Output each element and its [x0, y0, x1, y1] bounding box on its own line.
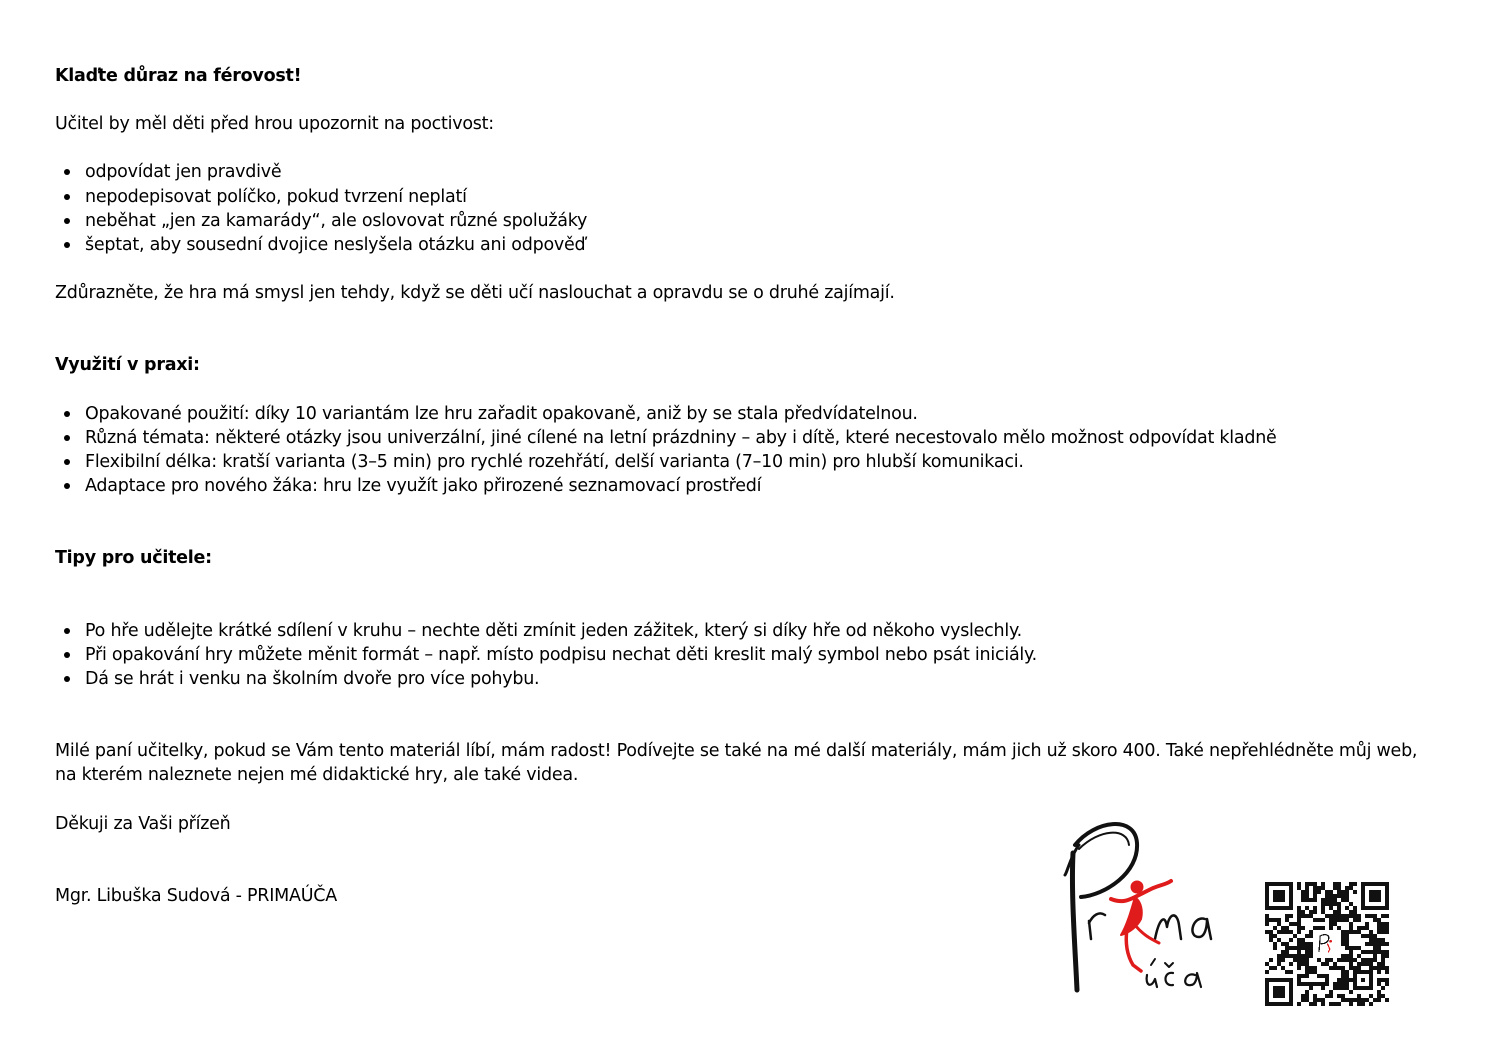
dancer-figure-icon	[1055, 815, 1225, 1000]
list-item: Dá se hrát i venku na školním dvoře pro více pohybu.	[85, 667, 1435, 691]
footer-message: Milé paní učitelky, pokud se Vám tento materiál líbí, mám radost! Podívejte se také na mé další materiály, mám jich už skoro 400. Také nepřehlédněte můj web, na kterém naleznete nejen mé didaktické hry, ale také videa.	[55, 741, 1418, 786]
footer-signature: Mgr. Libuška Sudová - PRIMAÚČA	[55, 885, 337, 906]
tips-list	[55, 619, 1435, 692]
list-item: Různá témata: některé otázky jsou univerzální, jiné cílené na letní prázdniny – aby i dítě, které necestovalo mělo možnost odpovídat kladně	[85, 426, 1435, 450]
list-item: odpovídat jen pravdivě	[85, 160, 1435, 184]
list-item: Adaptace pro nového žáka: hru lze využít jako přirozené seznamovací prostředí	[85, 474, 1435, 498]
practice-list	[55, 402, 1435, 499]
list-item: Flexibilní délka: kratší varianta (3–5 min) pro rychlé rozehřátí, delší varianta (7–10 min) pro hlubší komunikaci.	[85, 450, 1435, 474]
footer-thanks: Děkuji za Vaši přízeň	[55, 813, 231, 834]
section-heading-fairness: Klaďte důraz na férovost!	[55, 66, 302, 86]
section-heading-practice: Využití v praxi:	[55, 355, 200, 376]
fairness-list	[55, 160, 1435, 257]
fairness-intro: Učitel by měl děti před hrou upozornit na poctivost:	[55, 114, 494, 135]
list-item: neběhat „jen za kamarády“, ale oslovovat různé spolužáky	[85, 209, 1435, 233]
fairness-closing: Zdůrazněte, že hra má smysl jen tehdy, když se děti učí naslouchat a opravdu se o druhé zajímají.	[55, 283, 895, 304]
list-item: Po hře udělejte krátké sdílení v kruhu – nechte děti zmínit jeden zážitek, který si díky hře od někoho vyslechly.	[85, 619, 1435, 643]
list-item: šeptat, aby sousední dvojice neslyšela otázku ani odpověď	[85, 233, 1435, 257]
document-body	[55, 64, 1435, 908]
qr-code-icon	[1265, 882, 1389, 1006]
list-item: Opakované použití: díky 10 variantám lze hru zařadit opakovaně, aniž by se stala předvídatelnou.	[85, 402, 1435, 426]
list-item: nepodepisovat políčko, pokud tvrzení neplatí	[85, 185, 1435, 209]
list-item: Při opakování hry můžete měnit formát – např. místo podpisu nechat děti kreslit malý symbol nebo psát iniciály.	[85, 643, 1435, 667]
section-heading-tips: Tipy pro učitele:	[55, 548, 212, 569]
primauca-logo	[1055, 815, 1225, 1000]
